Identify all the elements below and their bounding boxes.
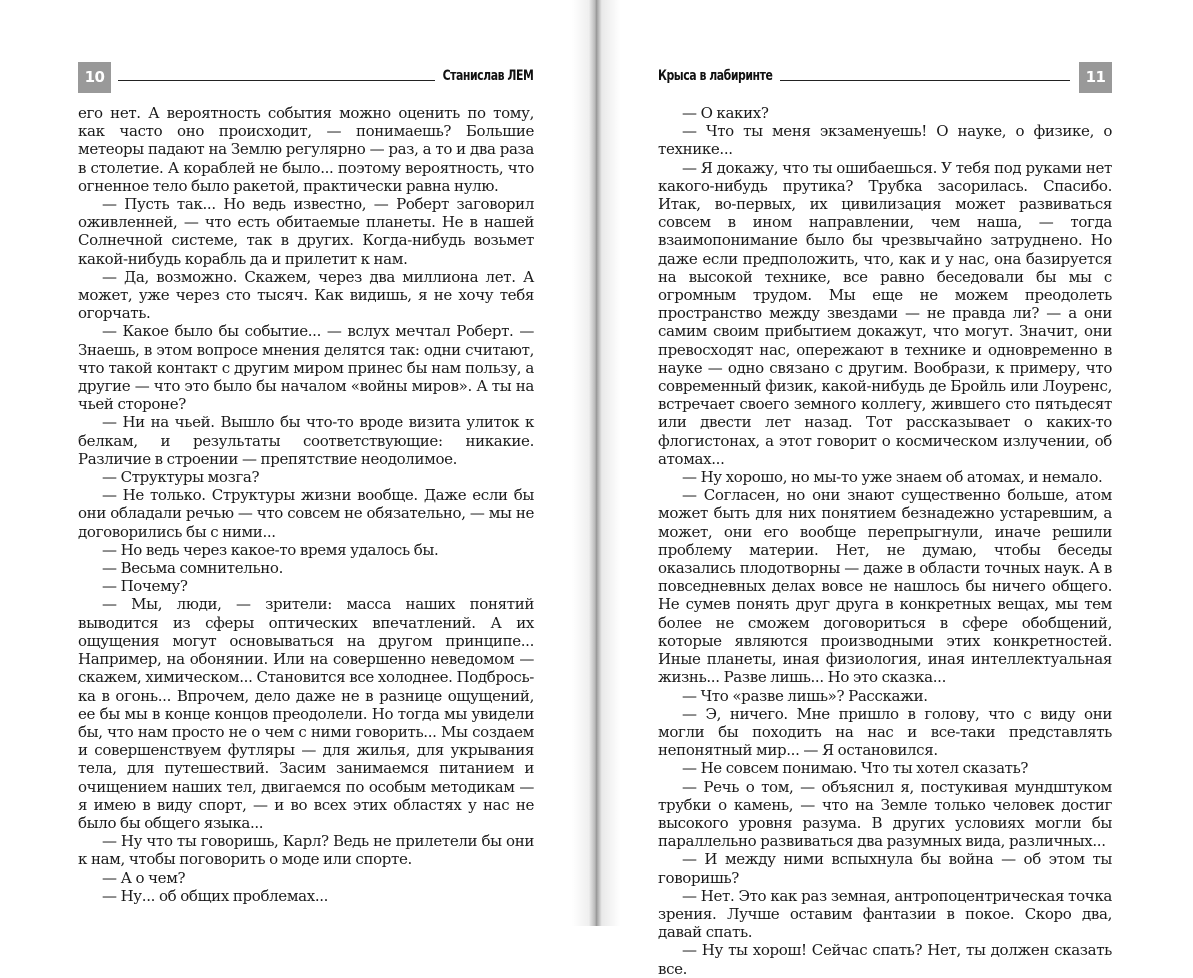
paragraph: — Ну ты хорош! Сейчас спать? Нет, ты должен сказать все. [658, 941, 1112, 978]
right-running-head: Крыса в лабиринте [658, 68, 773, 84]
paragraph: — Нет. Это как раз земная, антропоцентрическая точка зрения. Лучше оставим фантазии в покое. Скоро два, давай спать. [658, 886, 1112, 942]
left-page [0, 0, 596, 926]
right-page-header [658, 62, 1112, 93]
paragraph: — О каких? [682, 104, 769, 122]
paragraph: — Ну что ты говоришь, Карл? Ведь не прилетели бы они к нам, чтобы поговорить о моде или спорте. [78, 832, 534, 869]
right-page-number: 11 [1079, 62, 1112, 93]
paragraph: — Пусть так... Но ведь известно, — Роберт заговорил оживленней, — что есть обитаемые планеты. Не в нашей Солнечной системе, так в других. Когда-нибудь возьмет какой-нибудь корабль да и прилетит к нам. [78, 195, 534, 268]
paragraph: — Весьма сомнительно. [102, 559, 284, 578]
left-running-head: Станислав ЛЕМ [442, 68, 533, 84]
left-page-number: 10 [78, 62, 111, 93]
paragraph: — Что ты меня экзаменуешь! О науке, о физике, о технике... [658, 122, 1112, 159]
paragraph: — Какое было бы событие... — вслух мечтал Роберт. — Знаешь, в этом вопросе мнения делятся так: одни считают, что такой контакт с другим миром принес бы нам пользу, а другие — что это было бы началом «войны миров». А ты на чьей стороне? [78, 322, 534, 414]
right-header-rule [780, 80, 1070, 81]
paragraph: — Не совсем понимаю. Что ты хотел сказать? [682, 759, 1029, 778]
paragraph: — И между ними вспыхнула бы война — об этом ты говоришь? [658, 850, 1112, 887]
paragraph: — Структуры мозга? [102, 468, 260, 487]
paragraph: — Э, ничего. Мне пришло в голову, что с виду они могли бы походить на нас и все-таки представлять непонятный мир... — Я остановился. [658, 704, 1112, 760]
left-header-rule [118, 80, 435, 81]
paragraph: — Ну хорошо, но мы-то уже знаем об атомах, и немало. [682, 468, 1103, 487]
paragraph: — Не только. Структуры жизни вообще. Даже если бы они обладали речью — что совсем не обязательно, — мы не договорились бы с ними... [78, 486, 534, 541]
paragraph: — Но ведь через какое-то время удалось бы. [102, 540, 439, 559]
right-page-text [658, 104, 1112, 978]
paragraph: — Согласен, но они знают существенно больше, атом может быть для них понятием безнадежно устаревшим, а может, они его вообще перепрыгнули, иначе решили проблему материи. Нет, не думаю, чтобы беседы оказались плодотворны — даже в области точных наук. А в повседневных делах вовсе не нашлось бы ничего общего. Не сумев понять друг друга в конкретных вещах, мы тем более не сможем договориться в сфере обобщений, которые являются производными этих конкретностей. Иные планеты, иная физиология, иная интеллектуальная жизнь... Разве лишь... Но это сказка... [658, 486, 1112, 687]
paragraph: — Я докажу, что ты ошибаешься. У тебя под руками нет какого-нибудь прутика? Трубка засорилась. Спасибо. Итак, во-первых, их цивилизация может развиваться совсем в ином направлении, чем наша, — тогда взаимопонимание было бы чрезвычайно затруднено. Но даже если предположить, что, как и у нас, она базируется на высокой технике, все равно беседовали бы мы с огромным трудом. Мы еще не можем преодолеть пространство между звездами — не правда ли? — а они самим своим прибытием докажут, что могут. Значит, они превосходят нас, опережают в технике и одновременно в науке — одно связано с другим. Вообрази, к примеру, что современный физик, какой-нибудь де Бройль или Лоуренс, встречает своего земного коллегу, жившего сто пятьдесят или двести лет назад. Тот рассказывает о каких-то флогистонах, а этот говорит о космическом излучении, об атомах... [658, 158, 1112, 468]
paragraph: — А о чем? [102, 868, 186, 887]
left-page-header [78, 62, 533, 93]
paragraph: — Речь о том, — объяснил я, постукивая мундштуком трубки о камень, — что на Земле только человек достиг высокого уровня разума. В других условиях могли бы параллельно развиваться два разумных вида, различных... [658, 777, 1112, 851]
paragraph: — Мы, люди, — зрители: масса наших понятий выводится из сферы оптических впечатлений. А их ощущения могут основываться на другом принципе... Например, на обонянии. Или на совершенно неведомом — скажем, химическом... Становится все холоднее. Подбрось-ка в огонь... Впрочем, дело даже не в разнице ощущений, ее бы мы в конце концов преодолели. Но тогда мы увидели бы, что нам просто не о чем с ними говорить... Мы создаем и совершенствуем футляры — для жилья, для укрывания тела, для путешествий. Засим занимаемся питанием и очищением наших тел, двигаемся по особым методикам — я имею в виду спорт, — и во всех этих областях у нас не было бы общего языка... [78, 595, 534, 832]
right-page [596, 0, 1193, 978]
paragraph: — Что «разве лишь»? Расскажи. [682, 686, 928, 705]
paragraph: — Почему? [102, 577, 188, 596]
paragraph: его нет. А вероятность события можно оценить по тому, как часто оно происходит, — понимаешь? Большие метеоры падают на Землю регулярно — раз, а то и два раза в столетие. А кораблей не было... поэтому вероятность, что огненное тело было ракетой, практически равна нулю. [78, 104, 534, 195]
paragraph: — Да, возможно. Скажем, через два миллиона лет. А может, уже через сто тысяч. Как видишь, я не хочу тебя огорчать. [78, 267, 534, 323]
left-page-text [78, 104, 534, 905]
paragraph: — Ну... об общих проблемах... [102, 886, 329, 905]
paragraph: — Ни на чьей. Вышло бы что-то вроде визита улиток к белкам, и результаты соответствующие: никакие. Различие в строении — препятствие неодолимое. [78, 413, 534, 468]
